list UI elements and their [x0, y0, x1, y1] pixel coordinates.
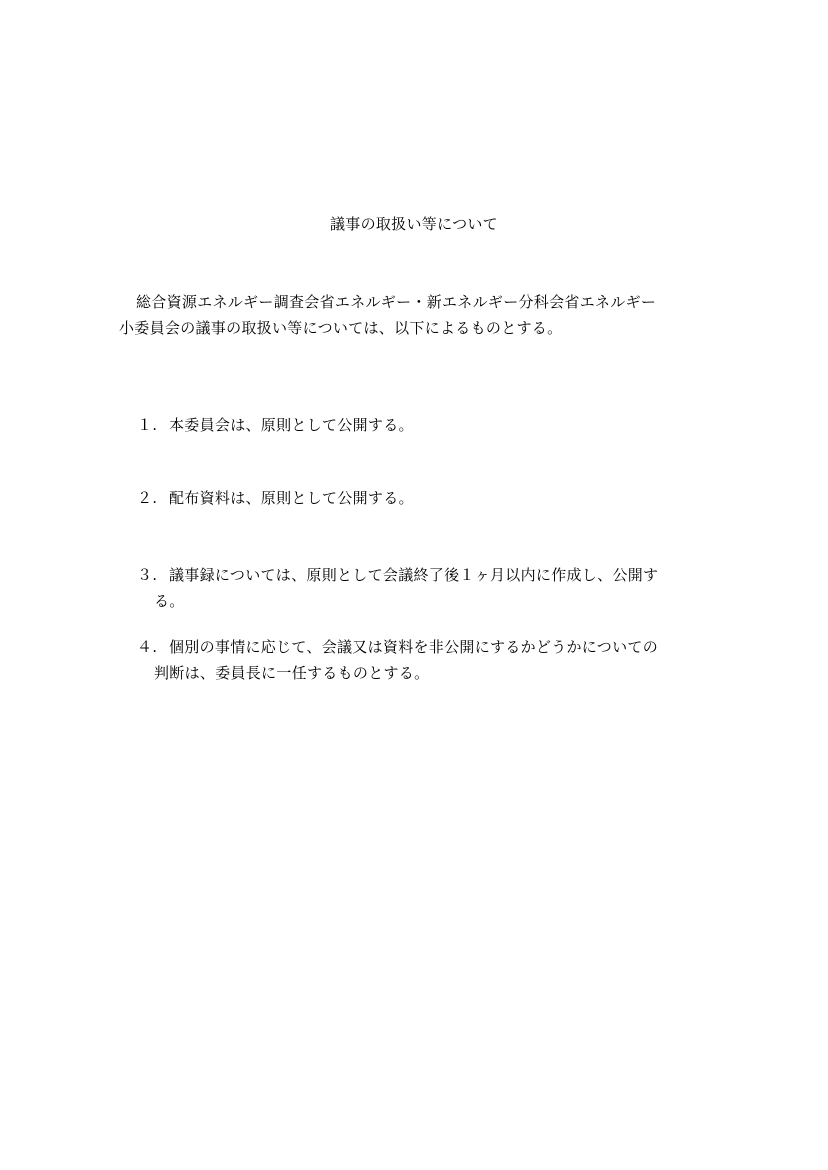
list-item-line	[137, 412, 717, 438]
list-item-number: ２.	[137, 489, 158, 507]
list-item-continuation: る。	[154, 592, 185, 610]
list-item-number: ３.	[137, 566, 158, 584]
intro-line-2: 小委員会の議事の取扱い等については、以下によるものとする。	[119, 319, 563, 337]
list-item-2	[137, 485, 717, 511]
list-item-line	[137, 485, 717, 511]
intro-line-1: 総合資源エネルギー調査会省エネルギー・新エネルギー分科会省エネルギー	[136, 293, 657, 311]
list-item-text: 本委員会は、原則として公開する。	[169, 416, 414, 434]
list-item-line	[137, 562, 717, 588]
list-item-line	[137, 634, 717, 660]
intro-paragraph	[119, 289, 719, 341]
document-title: 議事の取扱い等について	[329, 215, 498, 233]
list-item-continuation: 判断は、委員長に一任するものとする。	[154, 664, 430, 682]
list-item-1	[137, 412, 717, 438]
list-item-text: 個別の事情に応じて、会議又は資料を非公開にするかどうかについての	[169, 638, 659, 656]
list-item-text: 配布資料は、原則として公開する。	[169, 489, 414, 507]
list-item-4	[137, 634, 717, 686]
list-item-3	[137, 562, 717, 614]
list-item-number: ４.	[137, 638, 158, 656]
list-item-number: １.	[137, 416, 158, 434]
list-item-text: 議事録については、原則として会議終了後１ヶ月以内に作成し、公開す	[169, 566, 659, 584]
